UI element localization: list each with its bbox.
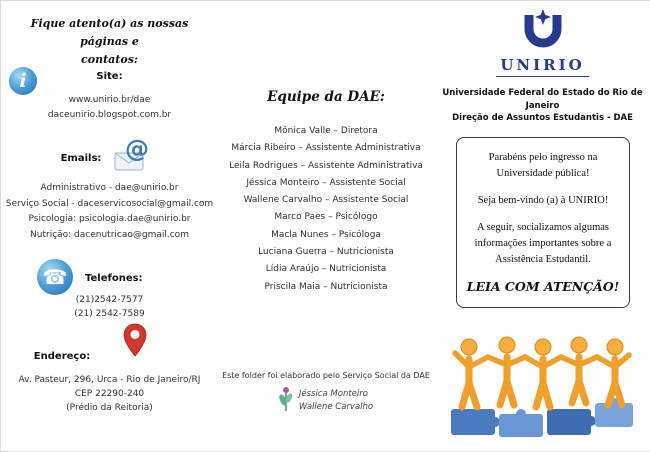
phone-number-2: (21) 2542-7589 bbox=[74, 309, 145, 319]
team-member: Luciana Guerra – Nutricionista bbox=[258, 247, 394, 258]
unirio-logo-mark bbox=[516, 9, 570, 55]
info-icon-glyph: i bbox=[19, 70, 27, 92]
at-glyph: @ bbox=[125, 135, 149, 163]
middle-panel bbox=[218, 1, 434, 451]
org-name-block bbox=[434, 87, 650, 125]
welcome-line: Parabéns pelo ingresso na bbox=[488, 152, 598, 163]
location-pin-icon bbox=[123, 323, 147, 361]
team-member: Macla Nunes – Psicóloga bbox=[271, 229, 381, 240]
phone-icon bbox=[37, 259, 73, 295]
right-panel bbox=[434, 1, 650, 451]
email-admin: Administrativo - dae@unirio.br bbox=[40, 183, 179, 193]
blog-url: daceunirio.blogspot.com.br bbox=[47, 110, 172, 120]
team-member: Márcia Ribeiro – Assistente Administrativa bbox=[231, 143, 421, 154]
email-at-icon bbox=[113, 135, 157, 177]
credit-name-2: Wallene Carvalho bbox=[298, 402, 374, 412]
credit-name-1: Jéssica Monteiro bbox=[298, 389, 368, 399]
team-member: Jéssica Monteiro – Assistente Social bbox=[246, 177, 406, 188]
flower-icon bbox=[279, 386, 293, 416]
team-member: Leila Rodrigues – Assistente Administrativa bbox=[229, 160, 423, 171]
site-url: www.unirio.br/dae bbox=[68, 95, 151, 105]
address-building: (Prédio da Reitoria) bbox=[66, 403, 153, 413]
welcome-emphasis: LEIA COM ATENÇÃO! bbox=[466, 279, 620, 294]
contacts-heading-line1: Fique atento(a) as nossas páginas e bbox=[30, 17, 189, 48]
team-member: Marco Paes – Psicólogo bbox=[274, 212, 378, 223]
welcome-line: A seguir, socializamos algumas bbox=[477, 222, 609, 233]
department-name: Direção de Assuntos Estudantis - DAE bbox=[452, 113, 633, 123]
left-panel bbox=[1, 1, 218, 451]
phone-list bbox=[1, 293, 218, 321]
email-list bbox=[1, 181, 218, 243]
site-links bbox=[1, 93, 218, 123]
email-psicologia: Psicologia: psicologia.dae@unirio.br bbox=[28, 214, 191, 224]
welcome-box bbox=[456, 137, 630, 308]
email-servico-social: Serviço Social - daceservicosocial@gmail.com bbox=[5, 198, 214, 209]
welcome-line: Universidade pública! bbox=[496, 168, 590, 179]
figures-illustration bbox=[447, 315, 637, 443]
address-label: Endereço: bbox=[33, 351, 91, 362]
team-member: Mônica Valle – Diretora bbox=[274, 126, 378, 136]
site-label: Site: bbox=[96, 71, 123, 82]
team-member: Lídia Araújo – Nutricionista bbox=[265, 264, 387, 275]
address-street: Av. Pasteur, 296, Urca - Rio de Janeiro/RJ bbox=[18, 375, 201, 385]
address-block bbox=[1, 373, 218, 415]
folder-credit-note: Este folder foi elaborado pelo Serviço Social da DAE bbox=[222, 371, 430, 380]
address-cep: CEP 22290-240 bbox=[74, 389, 145, 399]
contacts-heading-line2: contatos: bbox=[81, 53, 138, 66]
emails-label: Emails: bbox=[60, 153, 102, 164]
phone-number-1: (21)2542-7577 bbox=[75, 295, 144, 305]
team-member: Priscila Maia – Nutricionista bbox=[264, 281, 388, 292]
credits-row bbox=[218, 386, 434, 416]
contacts-heading bbox=[5, 15, 214, 69]
university-name: Universidade Federal do Estado do Rio de Janeiro bbox=[442, 88, 643, 111]
welcome-line: informações importantes sobre a bbox=[474, 238, 612, 249]
welcome-line: Seja bem-vindo (a) à UNIRIO! bbox=[477, 195, 609, 206]
phone-icon-glyph: ☎ bbox=[42, 265, 68, 289]
team-list bbox=[218, 123, 434, 296]
email-nutricao: Nutrição: dacenutricao@gmail.com bbox=[30, 229, 189, 240]
team-heading: Equipe da DAE: bbox=[267, 89, 385, 105]
welcome-line: Assistência Estudantil. bbox=[495, 254, 591, 265]
phones-label: Telefones: bbox=[85, 273, 143, 284]
credit-names bbox=[299, 388, 373, 414]
unirio-logo bbox=[434, 9, 650, 77]
team-member: Wallene Carvalho – Assistente Social bbox=[243, 195, 409, 206]
unirio-logo-text: UNIRIO bbox=[496, 55, 588, 77]
